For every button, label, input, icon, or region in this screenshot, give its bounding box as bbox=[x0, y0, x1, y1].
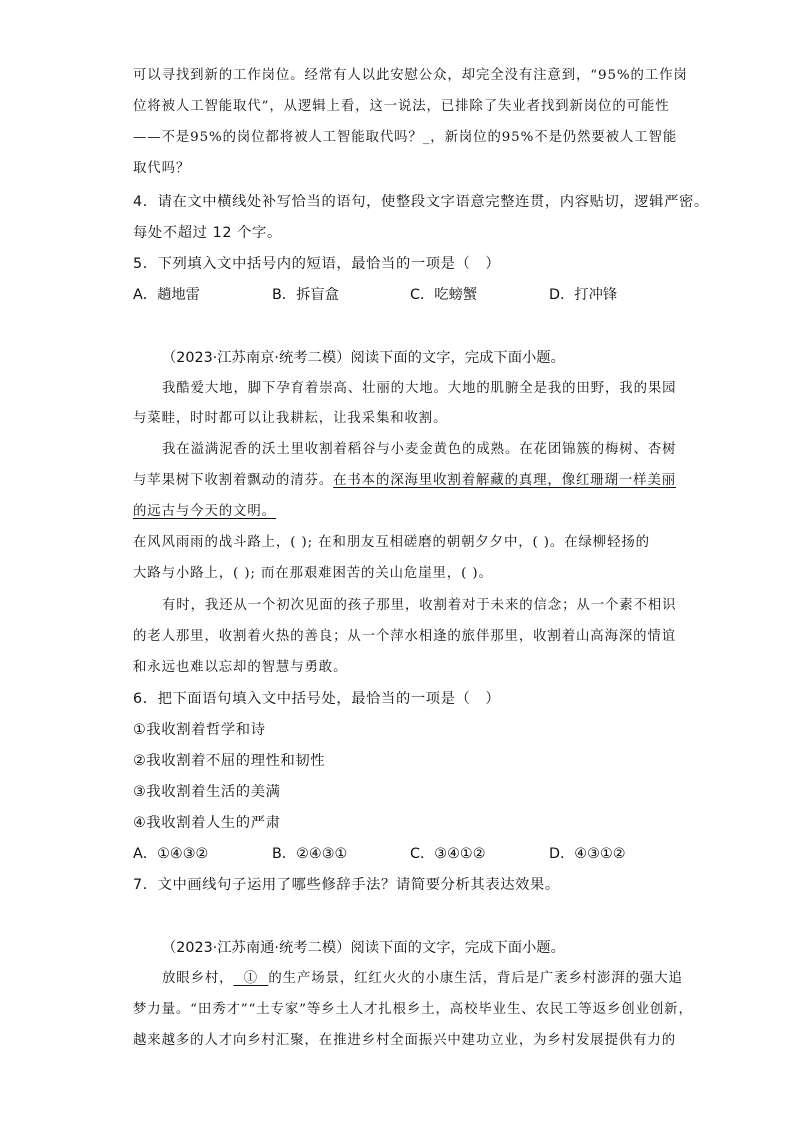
numbered-blank: ① bbox=[233, 971, 269, 986]
question-7-stem: 7．文中画线句子运用了哪些修辞手法？请简要分析其表达效果。 bbox=[133, 877, 560, 893]
text-line bbox=[162, 969, 683, 989]
option-d: D．④③①② bbox=[549, 846, 626, 862]
text-segment: 的生产场景，红红火火的小康生活，背后是广袤乡村澎湃的强大追 bbox=[268, 971, 683, 986]
text-line: 大路与小路上，( ); 而在那艰难困苦的关山危崖里，( )。 bbox=[133, 566, 493, 581]
text-line: 位将被人工智能取代”，从逻辑上看，这一说法，已排除了失业者找到新岗位的可能性 bbox=[133, 99, 670, 114]
option-a: A．趟地雷 bbox=[133, 287, 200, 303]
option-d: D．打冲锋 bbox=[549, 287, 618, 303]
underlined-sentence: 的远古与今天的文明。 bbox=[133, 504, 276, 519]
text-line: 梦力量。“田秀才”“土专家”等乡土人才扎根乡土，高校毕业生、农民工等返乡创业创新， bbox=[133, 1002, 693, 1017]
sentence-item: ③我收割着生活的美满 bbox=[133, 784, 281, 800]
option-c: C．③④①② bbox=[410, 846, 486, 862]
text-line: 我在溢满泥香的沃土里收割着稻谷与小麦金黄色的成熟。在花团锦簇的梅树、杏树 bbox=[162, 442, 677, 457]
text-line bbox=[133, 471, 676, 491]
option-a: A．①④③② bbox=[133, 846, 209, 862]
sentence-item: ②我收割着不屈的理性和韧性 bbox=[133, 753, 326, 769]
text-line: 与菜畦，时时都可以让我耕耘，让我采集和收割。 bbox=[133, 411, 448, 426]
question-6-stem: 6．把下面语句填入文中括号处，最恰当的一项是（ ） bbox=[133, 691, 501, 707]
text-line: 越来越多的人才向乡村汇聚，在推进乡村全面振兴中建功立业，为乡村发展提供有力的 bbox=[133, 1033, 677, 1048]
text-line: 我酷爱大地，脚下孕育着崇高、壮丽的大地。大地的肌腑全是我的田野，我的果园 bbox=[162, 381, 677, 396]
text-segment: 与苹果树下收割着飘动的清芬。 bbox=[133, 473, 334, 488]
option-c: C．吃螃蟹 bbox=[410, 287, 478, 303]
underlined-sentence: 在书本的深海里收割着解藏的真理，像红珊瑚一样美丽 bbox=[333, 473, 677, 488]
text-segment: 放眼乡村， bbox=[162, 971, 234, 986]
passage-source: （2023·江苏南通·统考二模）阅读下面的文字，完成下面小题。 bbox=[162, 940, 565, 956]
sentence-item: ④我收割着人生的严肃 bbox=[133, 815, 281, 831]
text-line: ——不是95%的岗位都将被人工智能取代吗？_，新岗位的95%不是仍然要被人工智能 bbox=[133, 130, 678, 145]
question-4-stem: 4．请在文中横线处补写恰当的语句，使整段文字语意完整连贯，内容贴切，逻辑严密。 bbox=[133, 194, 709, 210]
text-line: 可以寻找到新的工作岗位。经常有人以此安慰公众，却完全没有注意到，“95%的工作岗 bbox=[133, 68, 688, 83]
text-line bbox=[133, 502, 276, 522]
text-line: 取代吗？ bbox=[133, 161, 191, 176]
text-line: 在风风雨雨的战斗路上，( ); 在和朋友互相磋磨的朝朝夕夕中，( )。在绿柳轻扬的 bbox=[133, 535, 650, 550]
passage-source: （2023·江苏南京·统考二模）阅读下面的文字，完成下面小题。 bbox=[162, 350, 565, 366]
question-4-limit: 每处不超过 12 个字。 bbox=[133, 225, 282, 241]
text-line: 和永远也难以忘却的智慧与勇敢。 bbox=[133, 660, 348, 675]
option-b: B．②④③① bbox=[272, 846, 348, 862]
text-line: 的老人那里，收割着火热的善良；从一个萍水相逢的旅伴那里，收割着山高海深的情谊 bbox=[133, 629, 677, 644]
sentence-item: ①我收割着哲学和诗 bbox=[133, 722, 266, 738]
question-5-stem: 5．下列填入文中括号内的短语，最恰当的一项是（ ） bbox=[133, 256, 501, 272]
option-b: B．拆盲盒 bbox=[272, 287, 339, 303]
text-line: 有时，我还从一个初次见面的孩子那里，收割着对于未来的信念；从一个素不相识 bbox=[162, 598, 677, 613]
